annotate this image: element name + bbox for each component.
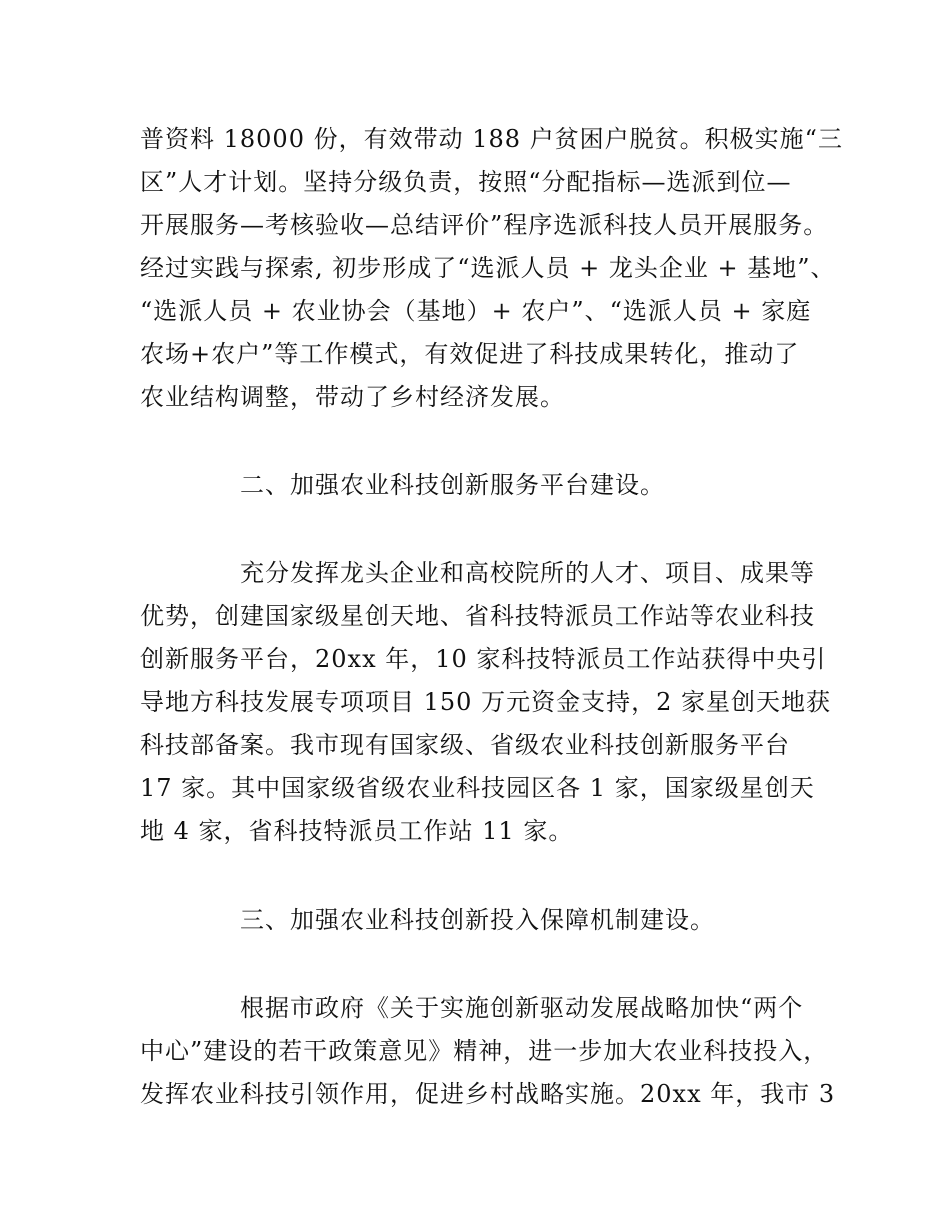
text-line: “选派人员 + 农业协会（基地）+ 农户”、“选派人员 + 家庭 [140, 297, 812, 325]
text-line: 地 4 家，省科技特派员工作站 11 家。 [140, 817, 574, 845]
text-line: 发挥农业科技引领作用，促进乡村战略实施。20xx 年，我市 3 [140, 1080, 836, 1108]
text-line: 开展服务—考核验收—总结评价”程序选派科技人员开展服务。 [140, 211, 829, 239]
text-line: 根据市政府《关于实施创新驱动发展战略加快“两个 [240, 994, 804, 1022]
text-line: 17 家。其中国家级省级农业科技园区各 1 家，国家级星创天 [140, 774, 815, 802]
text-line: 普资料 18000 份，有效带动 188 户贫困户脱贫。积极实施“三 [140, 125, 843, 153]
text-line: 科技部备案。我市现有国家级、省级农业科技创新服务平台 [140, 731, 790, 759]
text-line: 农场+农户”等工作模式，有效促进了科技成果转化，推动了 [140, 340, 800, 368]
text-line: 创新服务平台，20xx 年，10 家科技特派员工作站获得中央引 [140, 645, 827, 673]
text-line: 中心”建设的若干政策意见》精神，进一步加大农业科技投入， [140, 1037, 829, 1065]
section-heading-2: 二、加强农业科技创新服务平台建设。 [240, 471, 665, 499]
text-line: 区”人才计划。坚持分级负责，按照“分配指标—选派到位— [140, 168, 792, 196]
text-line: 农业结构调整，带动了乡村经济发展。 [140, 383, 565, 411]
section-heading-3: 三、加强农业科技创新投入保障机制建设。 [240, 906, 715, 934]
text-line: 导地方科技发展专项项目 150 万元资金支持，2 家星创天地获 [140, 688, 831, 716]
text-line: 经过实践与探索, 初步形成了“选派人员 + 龙头企业 + 基地”、 [140, 254, 836, 282]
text-line: 充分发挥龙头企业和高校院所的人才、项目、成果等 [240, 559, 815, 587]
text-line: 优势，创建国家级星创天地、省科技特派员工作站等农业科技 [140, 602, 815, 630]
